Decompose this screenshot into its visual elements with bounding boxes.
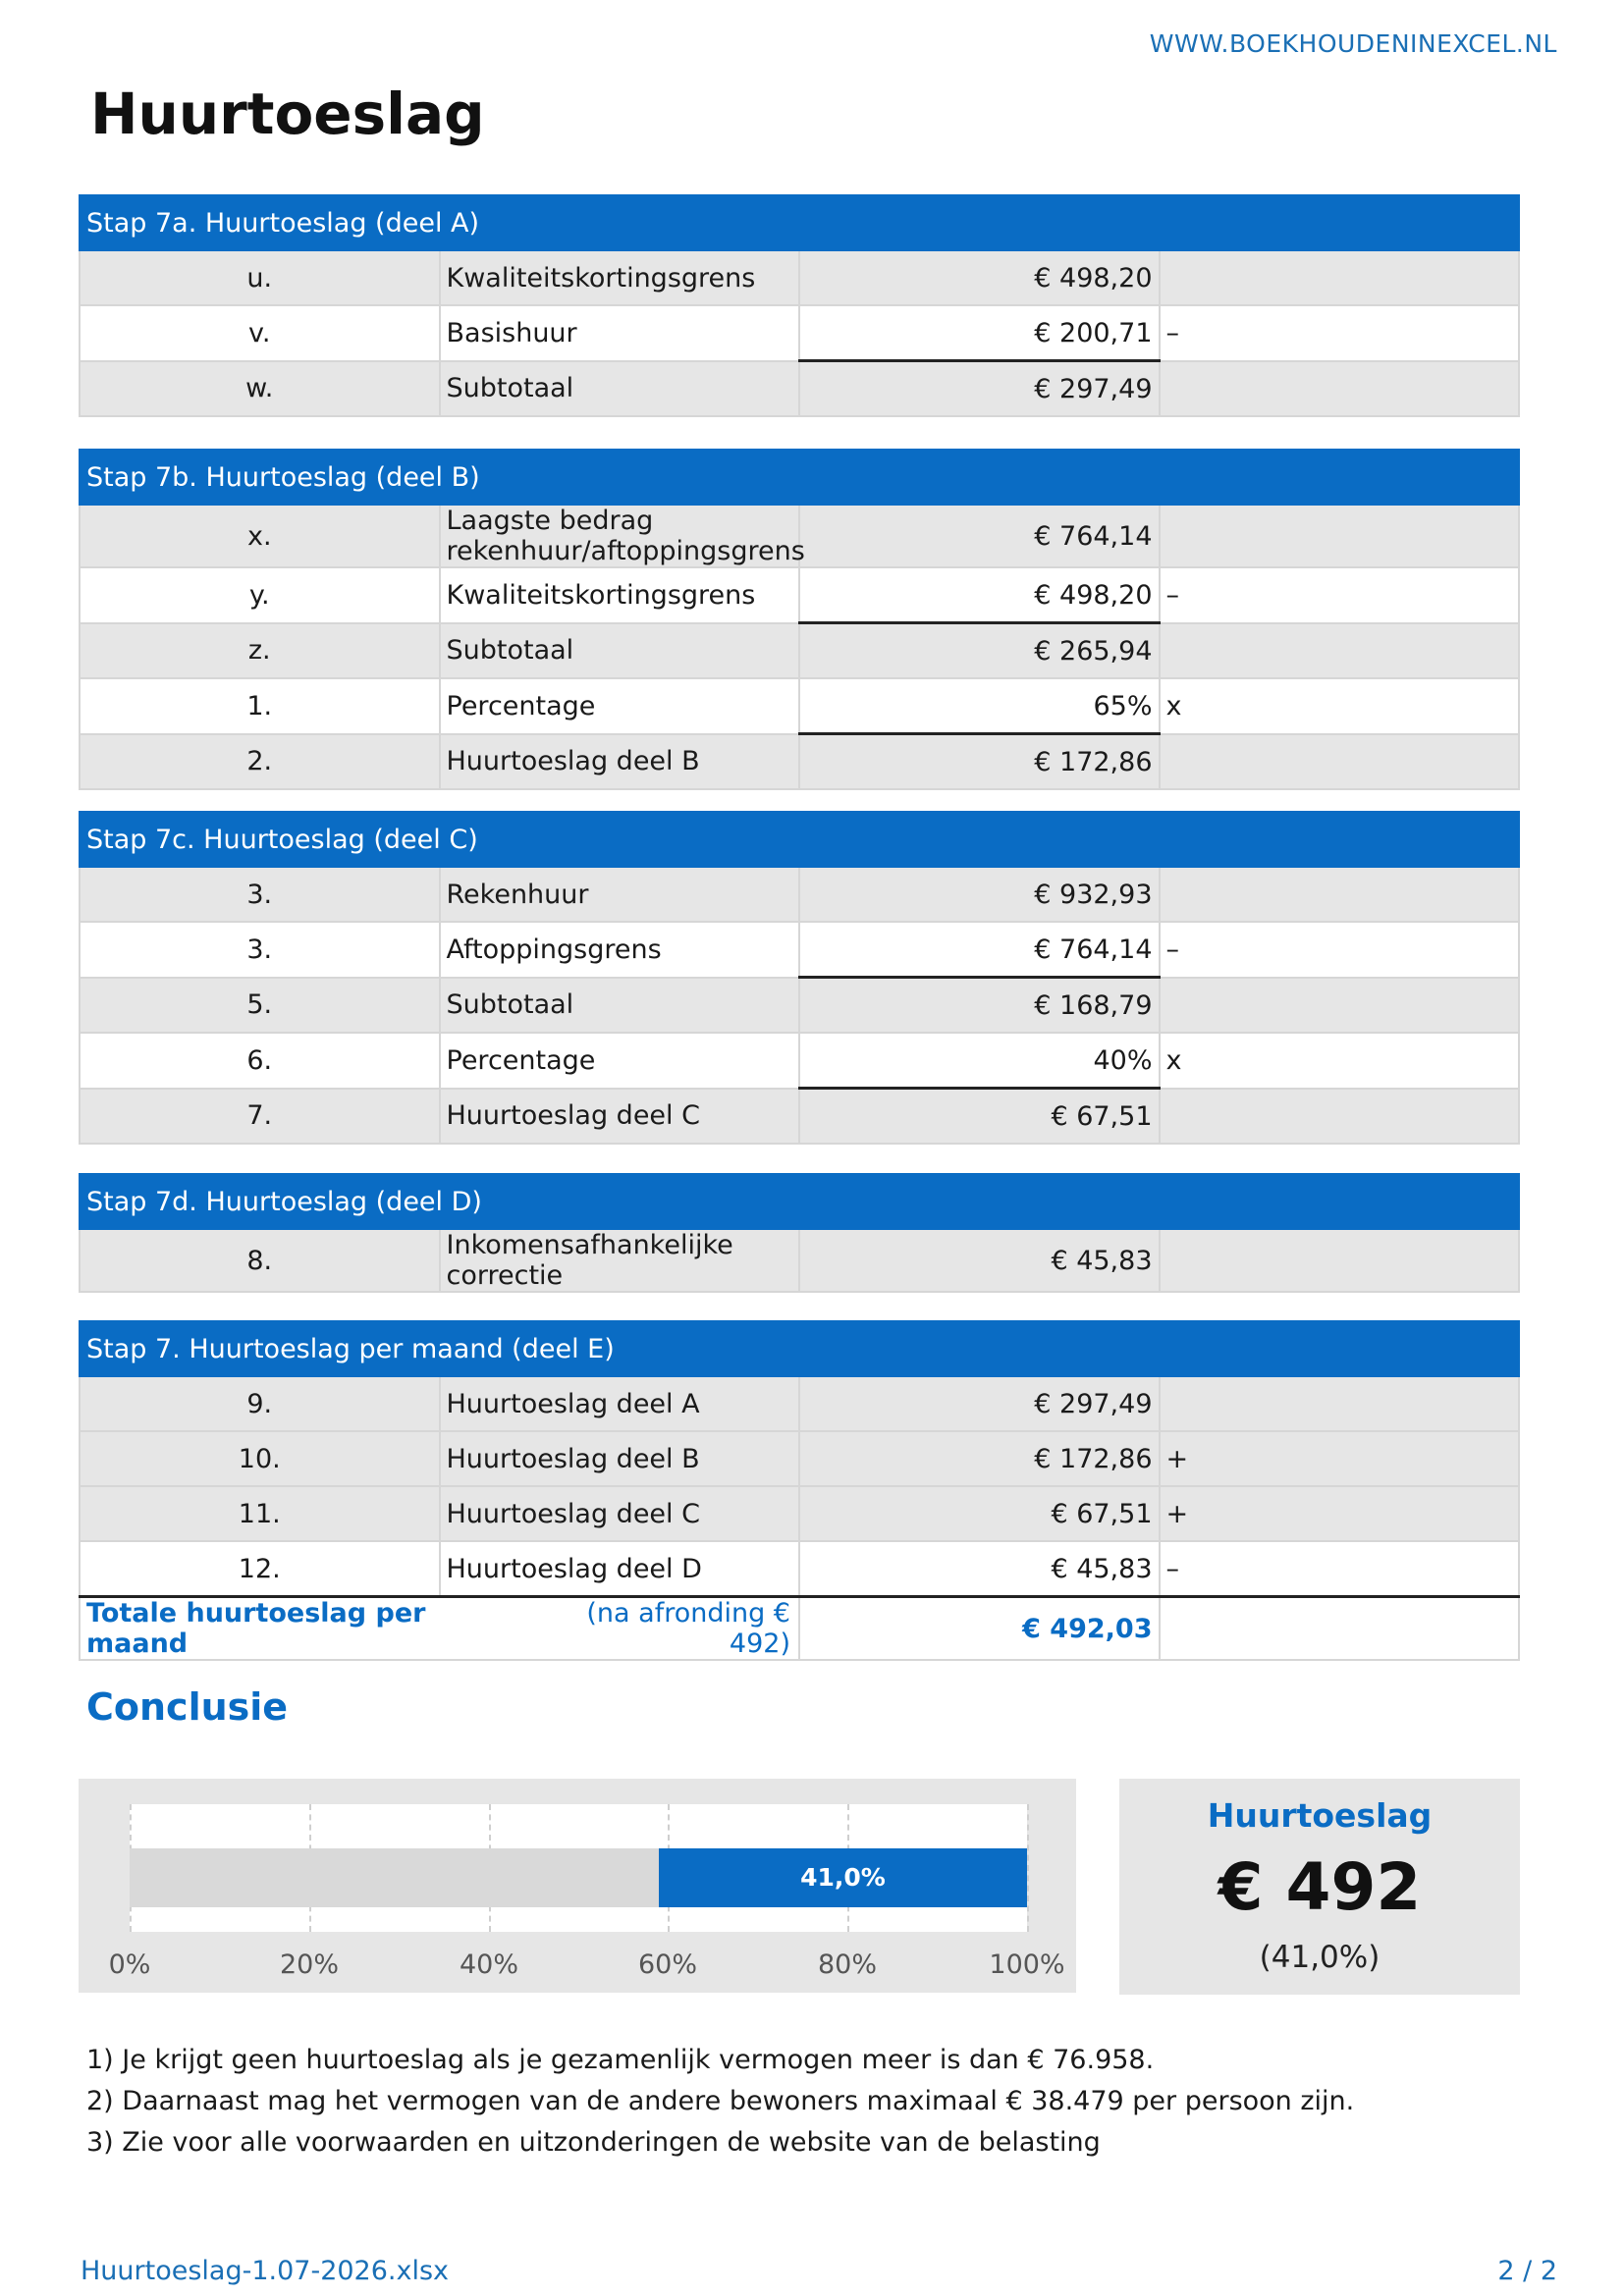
table-row [80,567,1519,623]
section-header [80,1321,1519,1376]
summary-label: Huurtoeslag [1207,1796,1433,1835]
section-header-label: Stap 7c. Huurtoeslag (deel C) [80,812,1519,867]
row-amount: 40% [799,1033,1160,1089]
row-description: Huurtoeslag deel D [440,1541,800,1597]
row-letter: 1. [80,678,440,734]
row-amount: € 45,83 [799,1229,1160,1292]
row-amount: € 764,14 [799,505,1160,567]
summary-percent: (41,0%) [1259,1940,1380,1975]
chart-tick-label: 80% [817,1949,877,1980]
row-operator: + [1160,1486,1520,1541]
section-header-label: Stap 7a. Huurtoeslag (deel A) [80,195,1519,250]
row-description: Subtotaal [440,361,800,417]
row-amount: € 297,49 [799,361,1160,417]
table-row [80,922,1519,978]
row-amount: € 297,49 [799,1376,1160,1431]
section-header-label: Stap 7b. Huurtoeslag (deel B) [80,450,1519,505]
row-amount: € 67,51 [799,1486,1160,1541]
row-letter: w. [80,361,440,417]
row-operator: – [1160,1541,1520,1597]
section-header [80,1174,1519,1229]
progress-chart-panel [79,1779,1076,1993]
row-description: Subtotaal [440,623,800,679]
note-item: 1) Je krijgt geen huurtoeslag als je gezamenlijk vermogen meer is dan € 76.958. [86,2045,1155,2075]
row-operator: x [1160,1033,1520,1089]
row-operator: – [1160,922,1520,978]
total-cell [80,1597,799,1661]
footer-filename: Huurtoeslag-1.07-2026.xlsx [81,2256,450,2286]
total-label: Totale huurtoeslag per maand [86,1598,426,1659]
row-operator: x [1160,678,1520,734]
row-operator [1160,867,1520,922]
chart-gridline [1027,1804,1029,1932]
row-description: Laagste bedrag rekenhuur/aftoppingsgrens [440,505,800,567]
row-amount: € 168,79 [799,978,1160,1034]
section-header [80,812,1519,867]
row-amount: € 45,83 [799,1541,1160,1597]
row-letter: z. [80,623,440,679]
table-row [80,361,1519,417]
row-letter: u. [80,250,440,305]
row-description: Basishuur [440,305,800,361]
row-operator [1160,505,1520,567]
row-amount: 65% [799,678,1160,734]
row-amount: € 172,86 [799,734,1160,790]
row-operator [1160,1229,1520,1292]
row-description: Kwaliteitskortingsgrens [440,567,800,623]
row-letter: 7. [80,1089,440,1145]
row-operator: – [1160,305,1520,361]
row-description: Percentage [440,678,800,734]
chart-tick-label: 60% [637,1949,697,1980]
table-row [80,250,1519,305]
row-amount: € 498,20 [799,250,1160,305]
row-letter: 10. [80,1431,440,1486]
row-description: Rekenhuur [440,867,800,922]
total-row [80,1597,1519,1661]
row-amount: € 172,86 [799,1431,1160,1486]
table-row [80,623,1519,679]
page-title: Huurtoeslag [90,80,485,147]
chart-tick-label: 20% [279,1949,339,1980]
row-operator [1160,734,1520,790]
row-description: Huurtoeslag deel A [440,1376,800,1431]
row-description: Aftoppingsgrens [440,922,800,978]
row-amount: € 932,93 [799,867,1160,922]
table-row [80,1089,1519,1145]
row-letter: 3. [80,867,440,922]
row-amount: € 498,20 [799,567,1160,623]
row-amount: € 764,14 [799,922,1160,978]
section-header-label: Stap 7d. Huurtoeslag (deel D) [80,1174,1519,1229]
section-header [80,195,1519,250]
section-7c-table [79,811,1520,1145]
section-header [80,450,1519,505]
table-row [80,505,1519,567]
chart-tick-label: 40% [459,1949,518,1980]
progress-bar-label: 41,0% [800,1863,886,1892]
row-description: Huurtoeslag deel B [440,1431,800,1486]
row-description: Huurtoeslag deel B [440,734,800,790]
note-item: 3) Zie voor alle voorwaarden en uitzonderingen de website van de belasting [86,2127,1101,2158]
chart-tick-label: 0% [108,1949,151,1980]
row-letter: 12. [80,1541,440,1597]
row-description: Percentage [440,1033,800,1089]
table-row [80,1541,1519,1597]
row-letter: x. [80,505,440,567]
row-description: Inkomensafhankelijke correctie [440,1229,800,1292]
table-row [80,305,1519,361]
total-operator [1160,1597,1520,1661]
summary-amount: € 492 [1218,1849,1422,1925]
chart-tick-label: 100% [989,1949,1065,1980]
notes-list [86,2040,1354,2163]
table-row [80,1431,1519,1486]
section-7e-table [79,1320,1520,1661]
note-item: 2) Daarnaast mag het vermogen van de andere bewoners maximaal € 38.479 per persoon zijn. [86,2086,1355,2116]
row-operator [1160,1376,1520,1431]
section-7b-table [79,449,1520,790]
row-letter: 6. [80,1033,440,1089]
section-7d-table [79,1173,1520,1293]
row-description: Kwaliteitskortingsgrens [440,250,800,305]
progress-chart-area [130,1804,1027,1932]
section-header-label: Stap 7. Huurtoeslag per maand (deel E) [80,1321,1519,1376]
row-description: Huurtoeslag deel C [440,1089,800,1145]
table-row [80,734,1519,790]
row-operator: – [1160,567,1520,623]
summary-box [1119,1779,1520,1995]
row-amount: € 200,71 [799,305,1160,361]
row-letter: y. [80,567,440,623]
row-letter: 8. [80,1229,440,1292]
row-operator: + [1160,1431,1520,1486]
table-row [80,867,1519,922]
row-letter: 5. [80,978,440,1034]
row-operator [1160,361,1520,417]
total-amount: € 492,03 [799,1597,1160,1661]
row-amount: € 265,94 [799,623,1160,679]
footer-page-number: 2 / 2 [1497,2256,1557,2286]
row-operator [1160,623,1520,679]
table-row [80,1033,1519,1089]
row-letter: v. [80,305,440,361]
table-row [80,678,1519,734]
row-letter: 2. [80,734,440,790]
table-row [80,1376,1519,1431]
row-amount: € 67,51 [799,1089,1160,1145]
row-letter: 11. [80,1486,440,1541]
table-row [80,1486,1519,1541]
row-letter: 9. [80,1376,440,1431]
table-row [80,978,1519,1034]
section-7a-table [79,194,1520,417]
conclusie-heading: Conclusie [86,1685,289,1729]
table-row [80,1229,1519,1292]
total-rounding: (na afronding € 492) [586,1598,790,1659]
row-letter: 3. [80,922,440,978]
row-description: Huurtoeslag deel C [440,1486,800,1541]
website-url[interactable]: WWW.BOEKHOUDENINEXCEL.NL [1149,29,1557,58]
row-description: Subtotaal [440,978,800,1034]
row-operator [1160,1089,1520,1145]
row-operator [1160,978,1520,1034]
row-operator [1160,250,1520,305]
